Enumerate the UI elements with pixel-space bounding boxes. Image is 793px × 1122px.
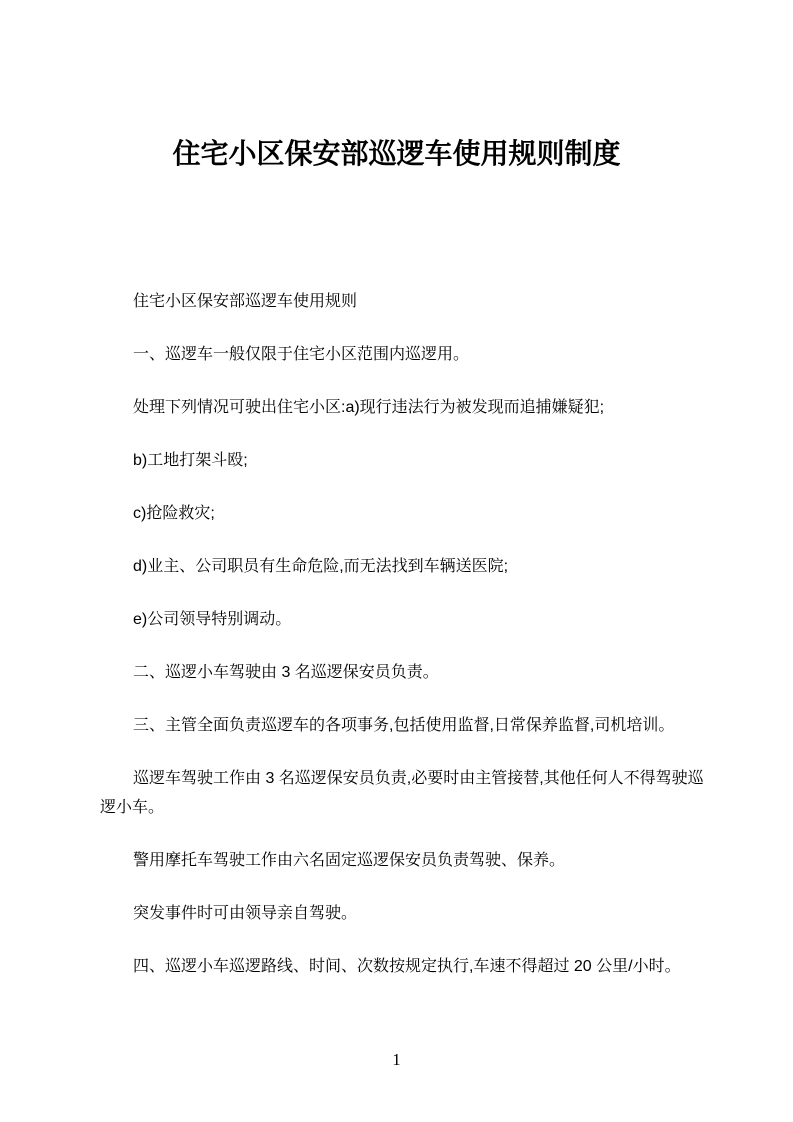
page-number: 1 xyxy=(392,1050,401,1069)
paragraph-rule-4: 四、巡逻小车巡逻路线、时间、次数按规定执行,车速不得超过 20 公里/小时。 xyxy=(133,958,681,975)
paragraph-exception-d: d)业主、公司职员有生命危险,而无法找到车辆送医院; xyxy=(133,558,509,575)
paragraph-rule-3-detail-3: 突发事件时可由领导亲自驾驶。 xyxy=(133,905,358,922)
paragraph-rule-1: 一、巡逻车一般仅限于住宅小区范围内巡逻用。 xyxy=(133,346,470,363)
paragraph-exception-e: e)公司领导特别调动。 xyxy=(133,611,292,628)
document-body xyxy=(0,287,793,981)
paragraph-exception-intro-a: 处理下列情况可驶出住宅小区:a)现行违法行为被发现而追捕嫌疑犯; xyxy=(133,399,605,416)
page-title: 住宅小区保安部巡逻车使用规则制度 xyxy=(172,138,621,169)
paragraph-rule-2: 二、巡逻小车驾驶由 3 名巡逻保安员负责。 xyxy=(133,664,439,681)
paragraph-rule-3-detail-2: 警用摩托车驾驶工作由六名固定巡逻保安员负责驾驶、保养。 xyxy=(133,852,566,869)
paragraph-rule-3: 三、主管全面负责巡逻车的各项事务,包括使用监督,日常保养监督,司机培训。 xyxy=(133,717,675,734)
paragraph-exception-b: b)工地打架斗殴; xyxy=(133,452,248,469)
paragraph-exception-c: c)抢险救灾; xyxy=(133,505,215,522)
paragraph-subtitle: 住宅小区保安部巡逻车使用规则 xyxy=(133,293,358,310)
paragraph-rule-3-detail-1: 巡逻车驾驶工作由 3 名巡逻保安员负责,必要时由主管接替,其他任何人不得驾驶巡逻小车。 xyxy=(100,770,704,816)
